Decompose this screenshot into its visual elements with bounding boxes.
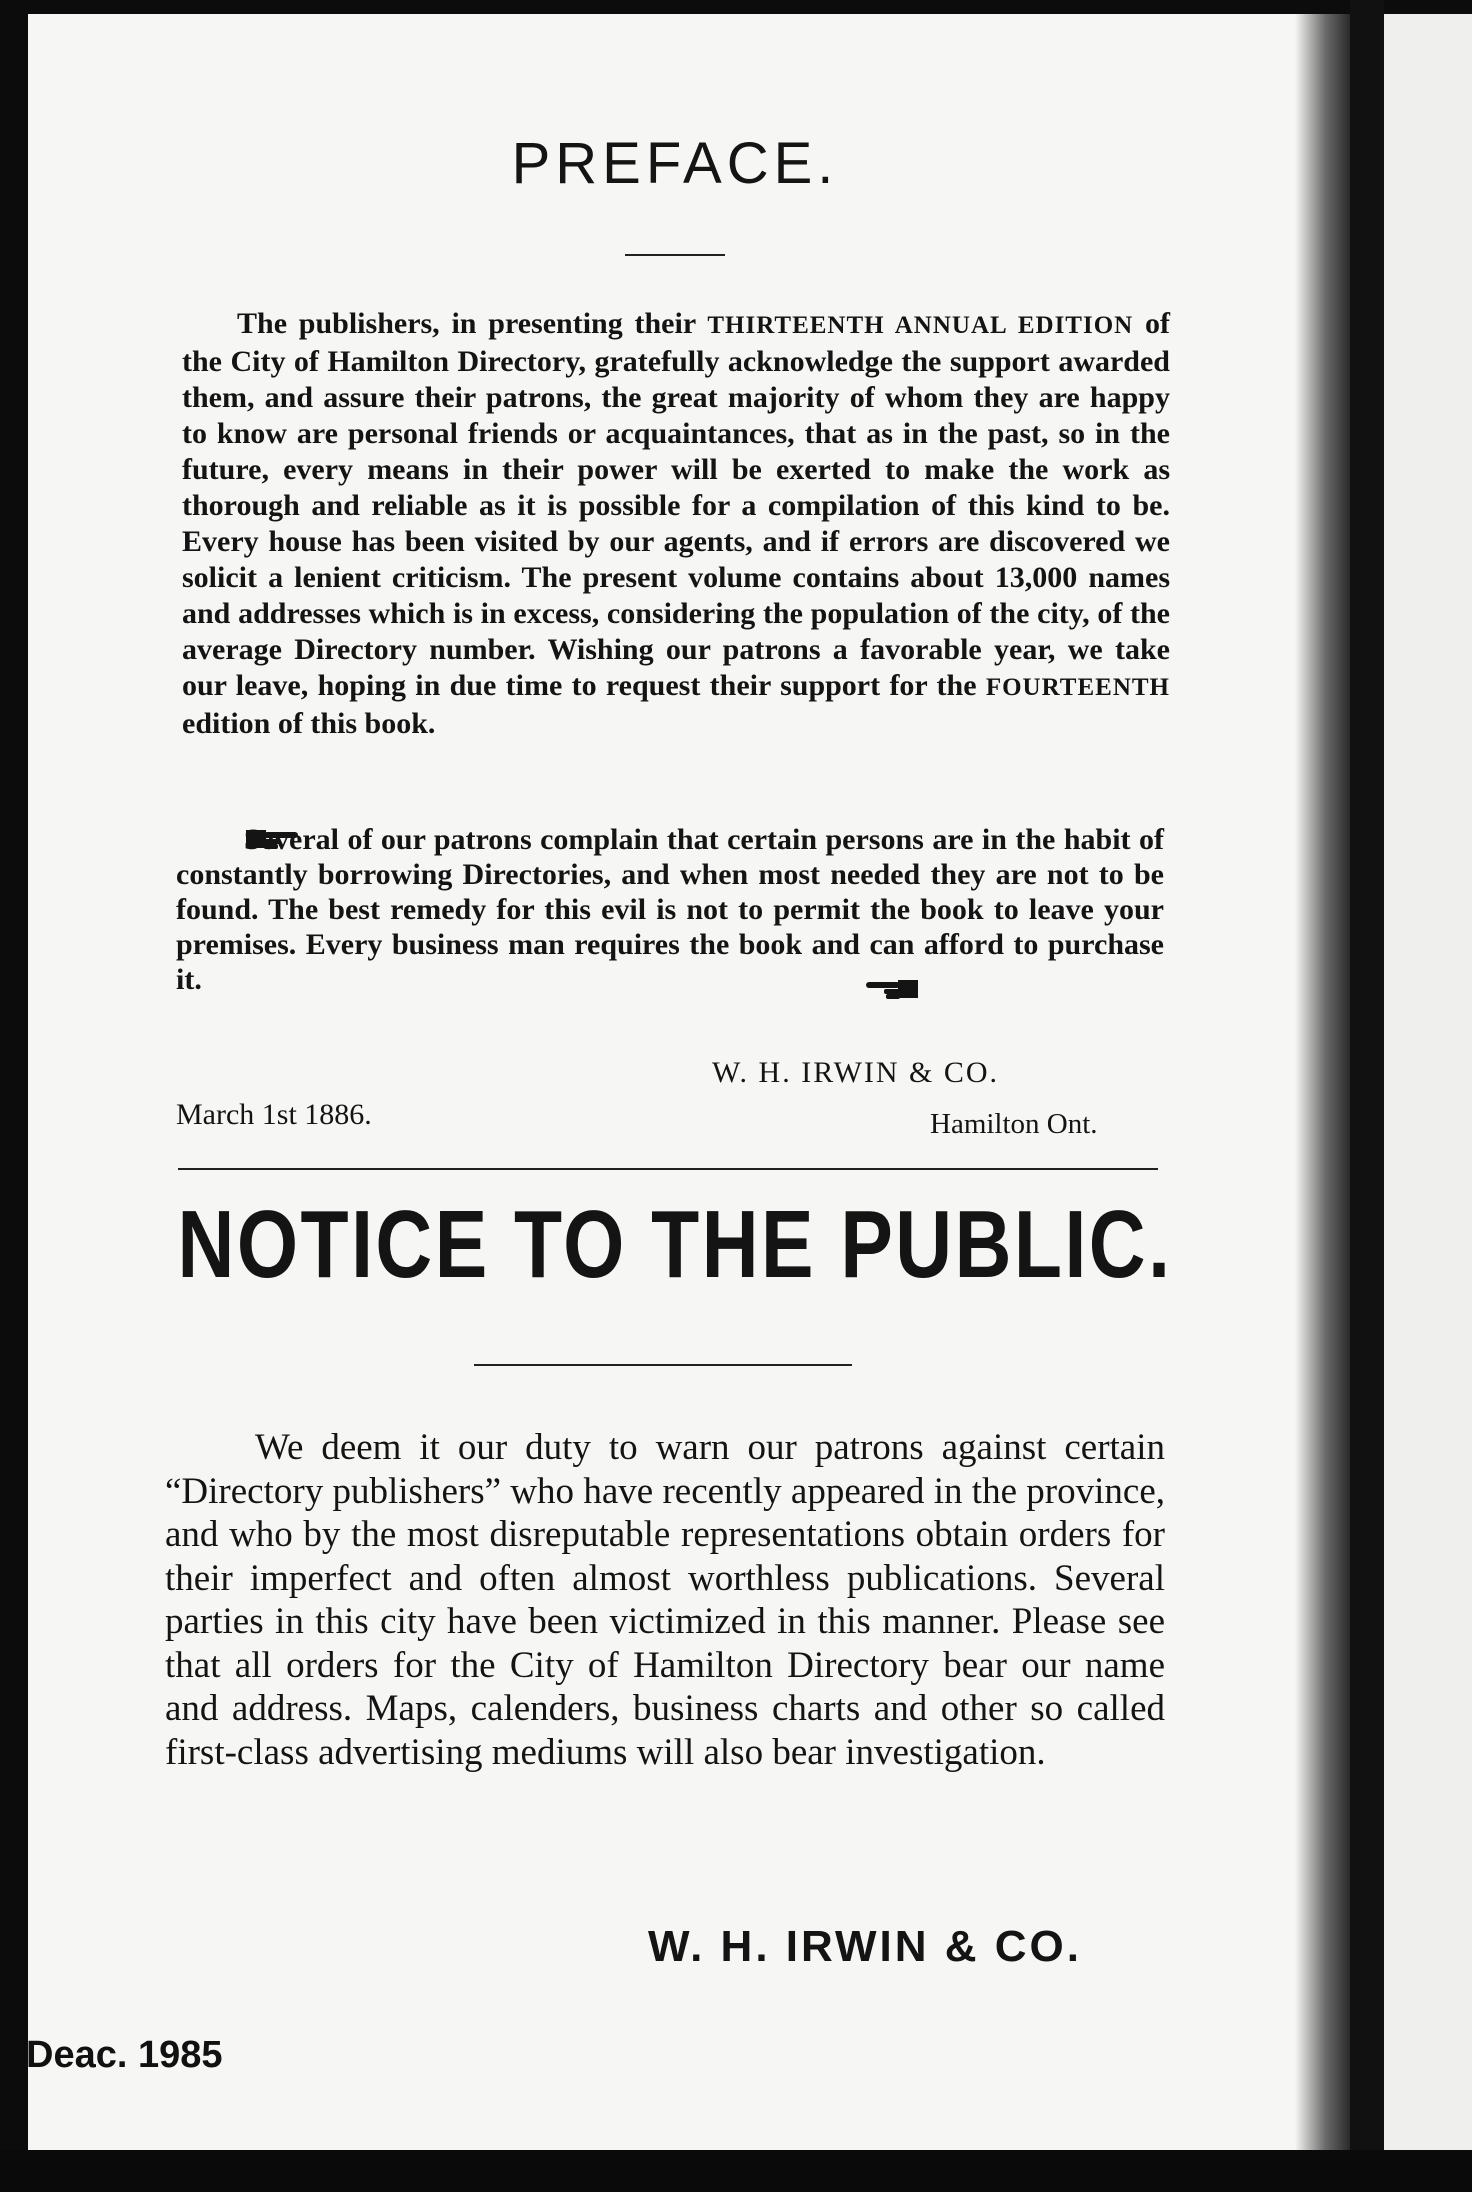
adjacent-page-edge [1384, 14, 1472, 2164]
notice-title: NOTICE TO THE PUBLIC. [177, 1191, 1173, 1298]
borrowing-note: Several of our patrons complain that certain persons are in the habit of constantly borrowing Directories, and when most needed they are not to be found. The best remedy for this evil is not to permit the book to leave your premises. Every business man requires the book and can afford to purchase it. [176, 823, 1164, 996]
pointing-hand-left-icon [864, 976, 920, 1002]
title-divider [625, 254, 725, 256]
preface-place: Hamilton Ont. [930, 1108, 1098, 1140]
section-divider [178, 1168, 1158, 1170]
preface-date: March 1st 1886. [176, 1098, 372, 1131]
page-edge-shadow [1295, 14, 1350, 2164]
notice-divider [474, 1364, 852, 1366]
binding-gutter [1350, 0, 1384, 2192]
scan-border [0, 2150, 1472, 2192]
preface-paragraph: The publishers, in presenting their THIRTEENTH ANNUAL EDITION of the City of Hamilton Directory, gratefully acknowledge the support awarded them, and assure their patrons, the great majority of whom they are happy to know are personal friends or acquaintances, that as in the past, so in the future, every means in their power will be exerted to make the work as thorough and reliable as it is possible for a compilation of this kind to be. Every house has been visited by our agents, and if errors are discovered we solicit a lenient criticism. The present volume contains about 13,000 names and addresses which is in excess, considering the population of the city, of the average Directory number. Wishing our patrons a favorable year, we take our leave, hoping in due time to request their support for the FOURTEENTH edition of this book. [182, 307, 1170, 740]
notice-signature: W. H. IRWIN & CO. [648, 1922, 1082, 1971]
preface-title: PREFACE. [511, 131, 839, 196]
preface-signature: W. H. IRWIN & CO. [712, 1056, 1000, 1089]
archive-stamp: Deac. 1985 [26, 2034, 223, 2076]
notice-paragraph: We deem it our duty to warn our patrons against certain “Directory publishers” who have recently appeared in the province, and who by the most disreputable representations obtain orders for their imperfect and often almost worthless publications. Several parties in this city have been victimized in this manner. Please see that all orders for the City of Hamilton Directory bear our name and address. Maps, calenders, business charts and other so called first-class advertising mediums will also bear investigation. [165, 1427, 1165, 1773]
